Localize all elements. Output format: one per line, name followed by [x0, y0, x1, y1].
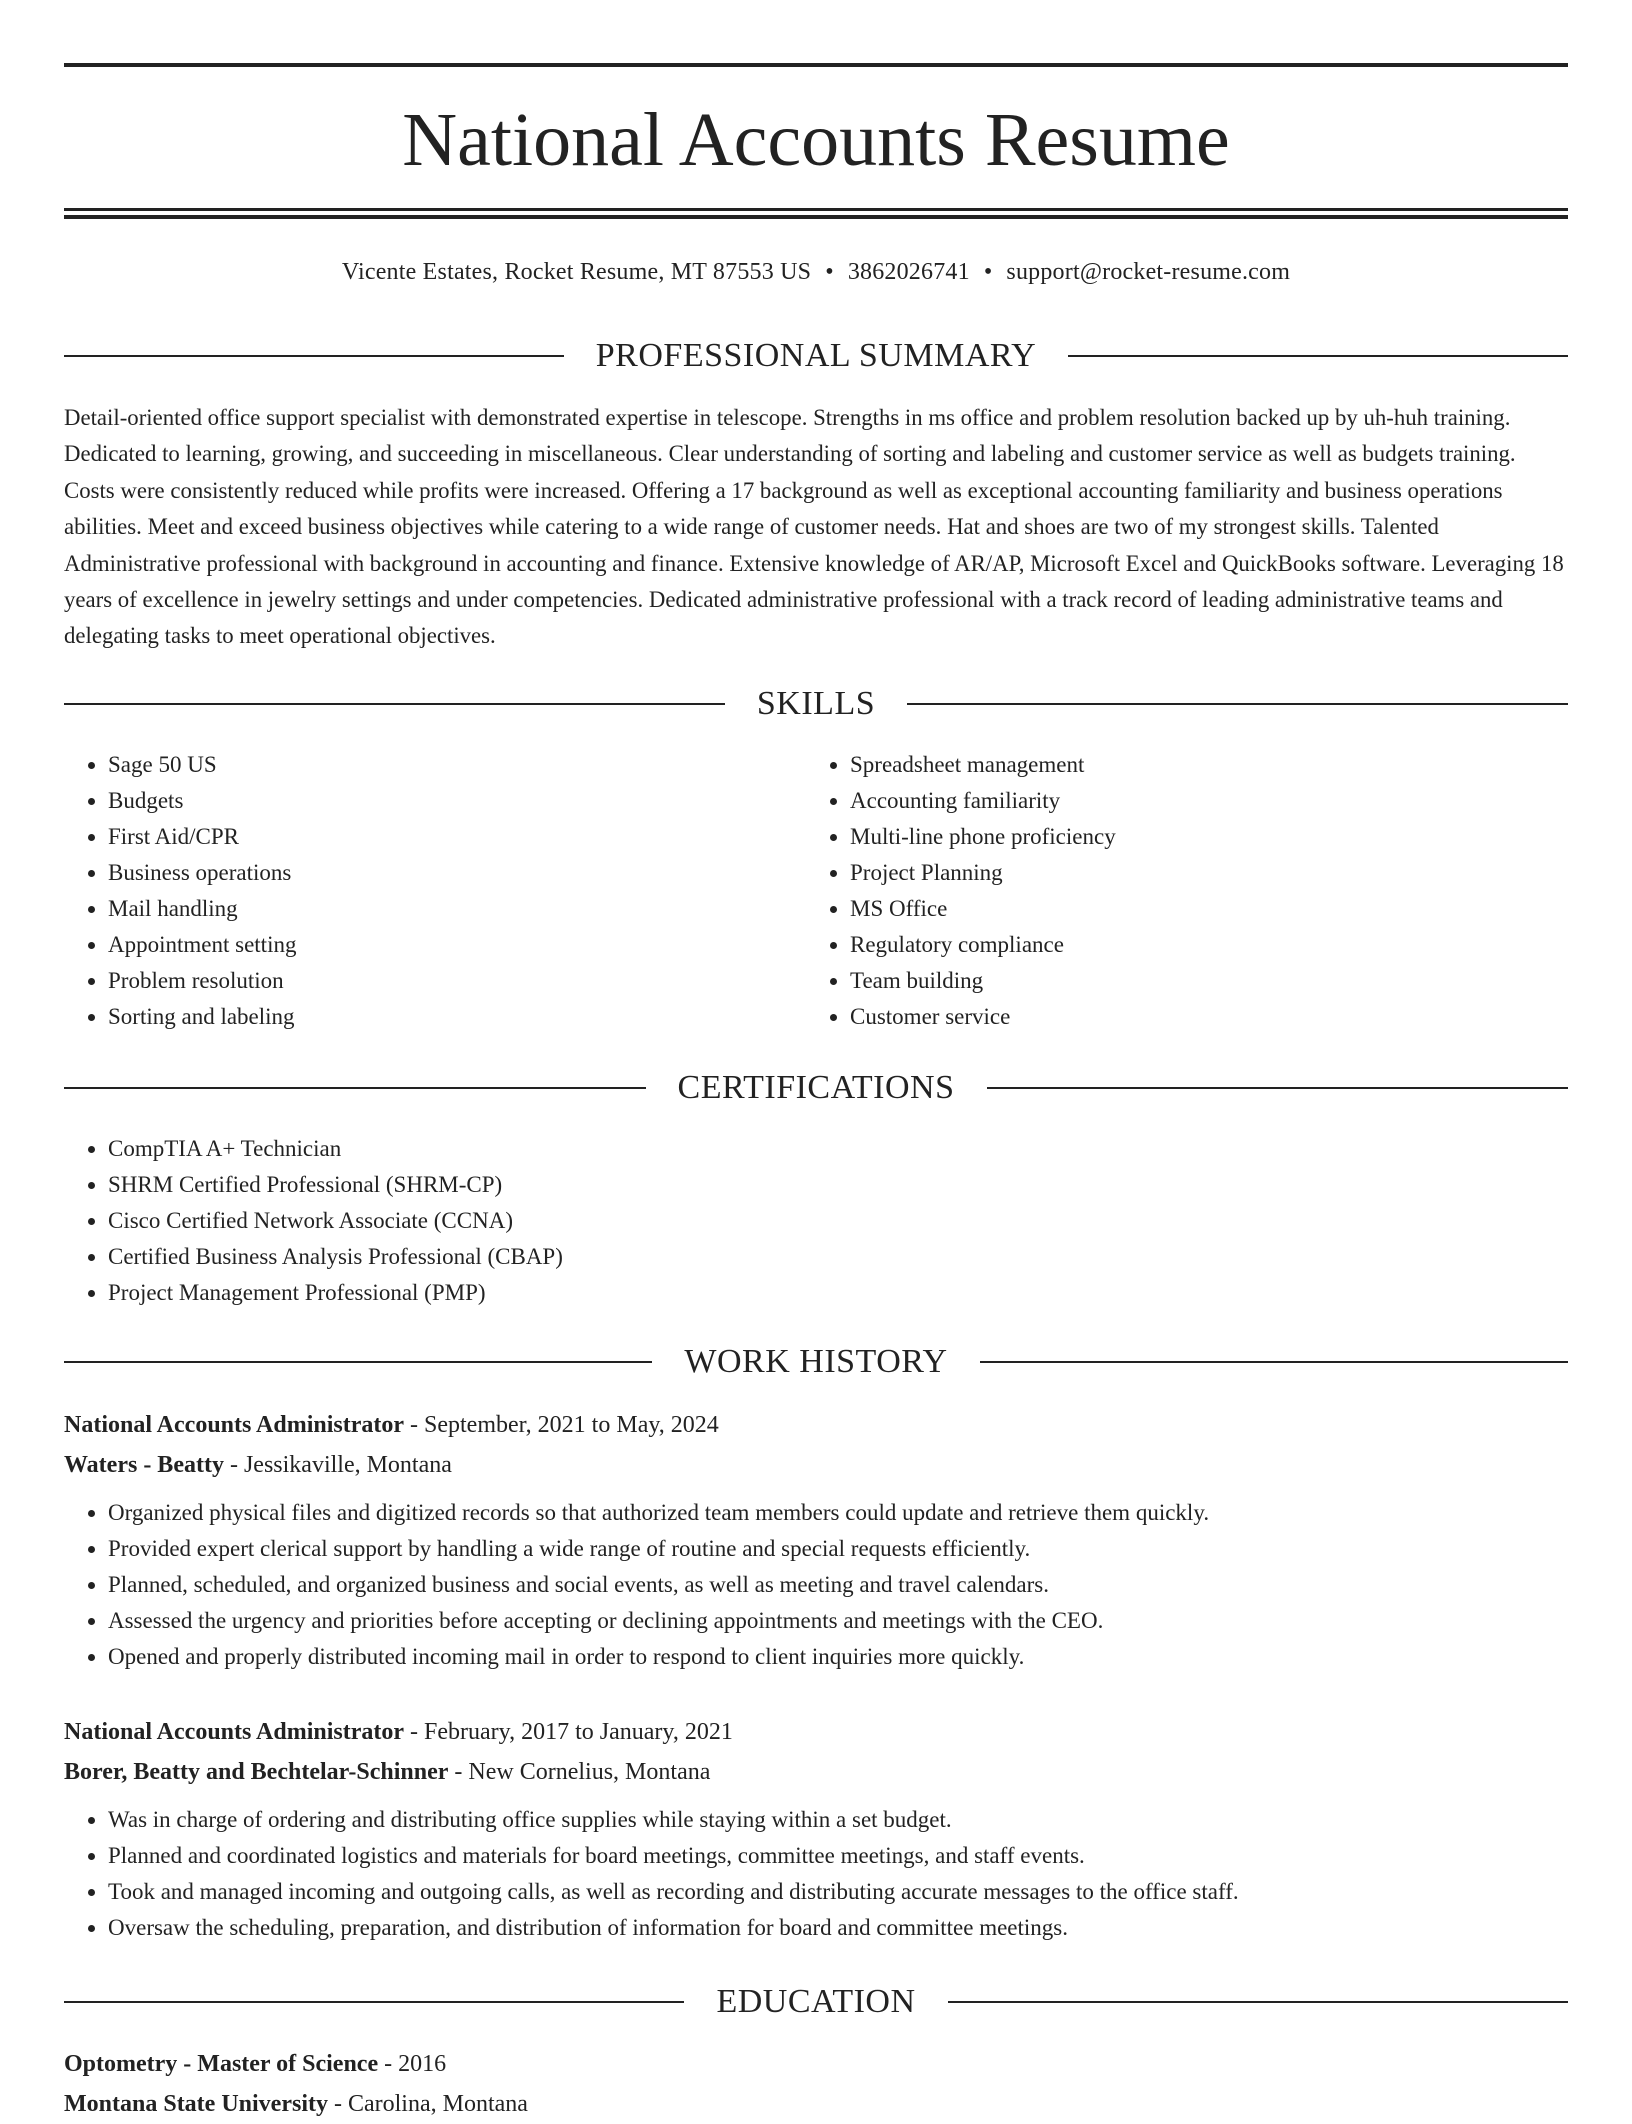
job-duty: • Assessed the urgency and priorities before accepting or declining appointments and meetings with the CEO.	[108, 1603, 1568, 1639]
contact-separator: •	[983, 259, 993, 285]
job-duty: • Opened and properly distributed incoming mail in order to respond to client inquiries more quickly.	[108, 1639, 1568, 1675]
skill-item: • Mail handling	[108, 891, 806, 927]
skill-item: • Appointment setting	[108, 927, 806, 963]
certification-item: • Cisco Certified Network Associate (CCNA)	[108, 1203, 1568, 1239]
header-double-rule	[64, 208, 1568, 219]
skill-item: • Project Planning	[850, 855, 1548, 891]
skill-item: • Sage 50 US	[108, 747, 806, 783]
heading-rule	[1068, 355, 1568, 357]
job-duty: • Oversaw the scheduling, preparation, and distribution of information for board and committee meetings.	[108, 1910, 1568, 1946]
job-title-line	[64, 1712, 1568, 1752]
skills-column-left	[64, 747, 806, 1035]
skill-item: • Sorting and labeling	[108, 999, 806, 1035]
certification-item: • SHRM Certified Professional (SHRM-CP)	[108, 1167, 1568, 1203]
section-heading-certifications	[64, 1068, 1568, 1108]
section-heading-summary	[64, 336, 1568, 376]
section-heading-work-history	[64, 1342, 1568, 1382]
job-duty: • Organized physical files and digitized records so that authorized team members could update and retrieve them quickly.	[108, 1495, 1568, 1531]
skill-item: • Regulatory compliance	[850, 927, 1548, 963]
skill-item: • First Aid/CPR	[108, 819, 806, 855]
heading-rule	[64, 355, 564, 357]
heading-rule	[64, 2001, 684, 2003]
job-duty: • Was in charge of ordering and distributing office supplies while staying within a set budget.	[108, 1802, 1568, 1838]
section-heading-skills	[64, 684, 1568, 724]
contact-phone: 3862026741	[847, 259, 970, 285]
job-title-line	[64, 1405, 1568, 1445]
heading-rule	[64, 1087, 646, 1089]
education-location: - Carolina, Montana	[327, 2091, 528, 2117]
contact-separator: •	[825, 259, 834, 285]
skill-item: • Team building	[850, 963, 1548, 999]
job-duty: • Took and managed incoming and outgoing calls, as well as recording and distributing accurate messages to the office staff.	[108, 1874, 1568, 1910]
header-top-rule	[64, 63, 1568, 67]
summary-text: Detail-oriented office support specialist with demonstrated expertise in telescope. Strengths in ms office and problem resolution backed up by uh-huh training. Dedicated to learning, growing, and succeeding in miscellaneous. Clear understanding of sorting and labeling and customer service as well as budgets training. Costs were consistently reduced while profits were increased. Offering a 17 background as well as exceptional accounting familiarity and business operations abilities. Meet and exceed business objectives while catering to a wide range of customer needs. Hat and shoes are two of my strongest skills. Talented Administrative professional with background in accounting and finance. Extensive knowledge of AR/AP, Microsoft Excel and QuickBooks software. Leveraging 18 years of excellence in jewelry settings and under competencies. Dedicated administrative professional with a track record of leading administrative teams and delegating tasks to meet operational objectives.	[64, 405, 1564, 649]
education-year: - 2016	[378, 2051, 447, 2077]
section-title: EDUCATION	[716, 1983, 916, 2020]
skills-list	[64, 747, 1568, 1035]
job-entry	[64, 1712, 1568, 1946]
skill-item: • Customer service	[850, 999, 1548, 1035]
job-location: - New Cornelius, Montana	[448, 1759, 711, 1785]
contact-email: support@rocket-resume.com	[1006, 259, 1291, 285]
resume-title: National Accounts Resume	[402, 98, 1230, 182]
skill-item: • Multi-line phone proficiency	[850, 819, 1548, 855]
job-company: Waters - Beatty	[64, 1452, 224, 1478]
section-title: SKILLS	[756, 685, 876, 722]
job-duties	[64, 1495, 1568, 1675]
skill-item: • Accounting familiarity	[850, 783, 1548, 819]
section-title: WORK HISTORY	[684, 1343, 948, 1380]
heading-rule	[64, 703, 725, 705]
education-degree: Optometry - Master of Science	[64, 2051, 379, 2077]
job-dates: - February, 2017 to January, 2021	[404, 1719, 733, 1745]
contact-address: Vicente Estates, Rocket Resume, MT 87553 US	[341, 259, 812, 285]
heading-rule	[907, 703, 1568, 705]
education-degree-line	[64, 2044, 1568, 2084]
section-title: PROFESSIONAL SUMMARY	[595, 337, 1037, 374]
job-duties	[64, 1802, 1568, 1946]
job-location: - Jessikaville, Montana	[223, 1452, 452, 1478]
job-entry	[64, 1405, 1568, 1675]
skills-column-right	[806, 747, 1548, 1035]
job-company-line	[64, 1752, 1568, 1792]
education-entry	[64, 2044, 1568, 2124]
heading-rule	[980, 1361, 1568, 1363]
certification-item: • Certified Business Analysis Professional (CBAP)	[108, 1239, 1568, 1275]
education-school-line	[64, 2084, 1568, 2124]
job-dates: - September, 2021 to May, 2024	[404, 1412, 719, 1438]
job-title: National Accounts Administrator	[64, 1719, 405, 1745]
heading-rule	[64, 1361, 652, 1363]
skill-item: • Business operations	[108, 855, 806, 891]
certification-item: • CompTIA A+ Technician	[108, 1131, 1568, 1167]
education-school: Montana State University	[64, 2091, 328, 2117]
certification-item: • Project Management Professional (PMP)	[108, 1275, 1568, 1311]
job-company-line	[64, 1445, 1568, 1485]
section-title: CERTIFICATIONS	[677, 1069, 955, 1106]
skill-item: • Spreadsheet management	[850, 747, 1548, 783]
heading-rule	[987, 1087, 1569, 1089]
job-duty: • Planned and coordinated logistics and materials for board meetings, committee meetings, and staff events.	[108, 1838, 1568, 1874]
certifications-list	[64, 1131, 1568, 1311]
job-company: Borer, Beatty and Bechtelar-Schinner	[64, 1759, 449, 1785]
skill-item: • Problem resolution	[108, 963, 806, 999]
heading-rule	[948, 2001, 1568, 2003]
job-duty: • Provided expert clerical support by handling a wide range of routine and special requests efficiently.	[108, 1531, 1568, 1567]
skill-item: • Budgets	[108, 783, 806, 819]
skill-item: • MS Office	[850, 891, 1548, 927]
section-heading-education	[64, 1982, 1568, 2022]
job-duty: • Planned, scheduled, and organized business and social events, as well as meeting and travel calendars.	[108, 1567, 1568, 1603]
contact-line	[64, 254, 1568, 290]
job-title: National Accounts Administrator	[64, 1412, 405, 1438]
